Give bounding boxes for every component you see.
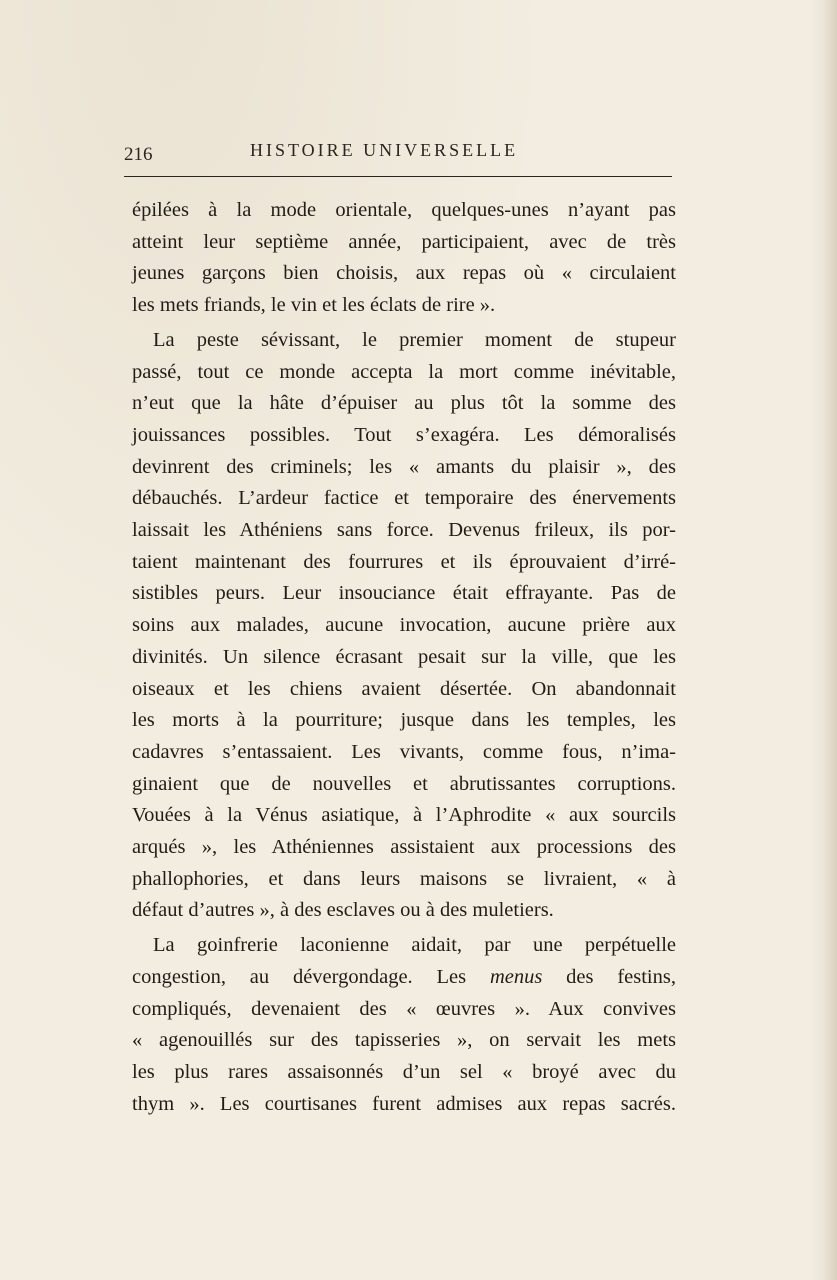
text-line: arqués », les Athéniennes assistaient aux processions des (132, 836, 676, 859)
text-line: défaut d’autres », à des esclaves ou à des muletiers. (132, 899, 554, 922)
paragraph-1 (132, 195, 676, 322)
text-line: « agenouillés sur des tapisseries », on servait les mets (132, 1029, 676, 1052)
text-line: divinités. Un silence écrasant pesait sur la ville, que les (132, 645, 676, 668)
text-line: compliqués, devenaient des « œuvres ». Aux convives (132, 997, 676, 1020)
text-line: les plus rares assaisonnés d’un sel « broyé avec du (132, 1060, 676, 1083)
text-line: La goinfrerie laconienne aidait, par une perpétuelle (153, 934, 676, 957)
page-edge (823, 0, 837, 1280)
body-text (132, 195, 676, 1120)
text-line: soins aux malades, aucune invocation, aucune prière aux (132, 614, 676, 637)
text-line: jouissances possibles. Tout s’exagéra. Les démoralisés (132, 423, 676, 446)
text-line: devinrent des criminels; les « amants du plaisir », des (132, 455, 676, 478)
text-line: passé, tout ce monde accepta la mort comme inévitable, (132, 360, 676, 383)
text-line: les mets friands, le vin et les éclats de rire ». (132, 294, 496, 317)
text-line: ginaient que de nouvelles et abrutissantes corruptions. (132, 772, 676, 795)
text-segment: congestion, au dévergondage. Les (132, 965, 490, 988)
page-number: 216 (124, 144, 153, 165)
running-title: HISTOIRE UNIVERSELLE (250, 140, 519, 160)
text-line: atteint leur septième année, participaient, avec de très (132, 230, 676, 253)
text-line: laissait les Athéniens sans force. Devenus frileux, ils por- (132, 519, 676, 542)
text-line: taient maintenant des fourrures et ils éprouvaient d’irré- (132, 550, 676, 573)
text-line: La peste sévissant, le premier moment de stupeur (153, 328, 676, 351)
paragraph-2 (132, 325, 676, 927)
paragraph-3 (132, 930, 676, 1120)
italic-word: menus (489, 965, 543, 988)
text-line: cadavres s’entassaient. Les vivants, comme fous, n’ima- (132, 740, 676, 763)
text-line-with-italic (132, 962, 676, 994)
text-segment: des festins, (542, 965, 676, 988)
text-line: oiseaux et les chiens avaient désertée. On abandonnait (132, 677, 676, 700)
header-rule (124, 176, 672, 177)
text-line: les morts à la pourriture; jusque dans les temples, les (132, 709, 676, 732)
text-line: phallophories, et dans leurs maisons se livraient, « à (132, 867, 676, 890)
text-line: Vouées à la Vénus asiatique, à l’Aphrodite « aux sourcils (132, 804, 676, 827)
text-line: débauchés. L’ardeur factice et temporaire des énervements (132, 487, 676, 510)
text-line: jeunes garçons bien choisis, aux repas où « circulaient (132, 262, 676, 285)
running-head (124, 138, 672, 168)
text-line: n’eut que la hâte d’épuiser au plus tôt la somme des (132, 392, 676, 415)
text-line: thym ». Les courtisanes furent admises aux repas sacrés. (132, 1092, 676, 1115)
text-line: sistibles peurs. Leur insouciance était effrayante. Pas de (132, 582, 676, 605)
text-line: épilées à la mode orientale, quelques-unes n’ayant pas (132, 199, 676, 221)
